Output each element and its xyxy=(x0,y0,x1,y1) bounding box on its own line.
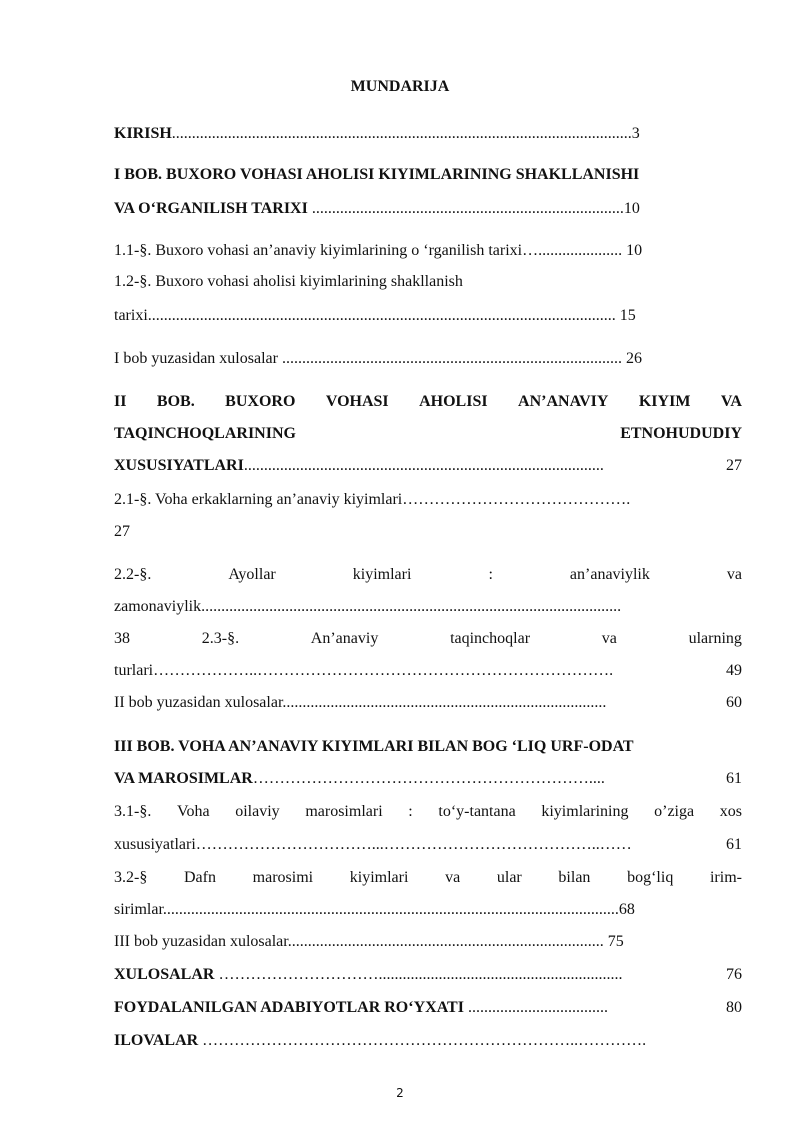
toc-entry-text: xususiyatlari……………………………...…………………………………..…… xyxy=(114,836,632,853)
toc-word: An’anaviy xyxy=(310,630,379,647)
toc-entry-kirish[interactable] xyxy=(114,124,742,144)
toc-entry-chapter-1-cont[interactable] xyxy=(114,199,640,219)
toc-entry-text: II bob yuzasidan xulosalar................................................................................. xyxy=(114,694,607,711)
toc-leader-dots: ……………………………………………………………..…………. xyxy=(198,1032,647,1049)
toc-page-number: 80 xyxy=(726,999,742,1016)
toc-entry-2-3-cont[interactable] xyxy=(114,661,742,681)
toc-word: 3.1-§. xyxy=(114,803,152,820)
toc-word: o’ziga xyxy=(654,803,695,820)
toc-word: va xyxy=(445,869,461,886)
toc-entry-1-2-cont[interactable]: tarixi..................................................................................................................... 15 xyxy=(114,307,636,324)
toc-entry-heading: VA O‘RGANILISH TARIXI xyxy=(114,200,308,217)
toc-entry-chapter-2-end[interactable] xyxy=(114,456,742,476)
toc-entry-chapter-1[interactable]: I BOB. BUXORO VOHASI AHOLISI KIYIMLARINING SHAKLLANISHI xyxy=(114,166,640,183)
toc-entry-2-1[interactable]: 2.1-§. Voha erkaklarning an’anaviy kiyimlari……………………………………. xyxy=(114,491,631,508)
toc-entry-3-1-cont[interactable] xyxy=(114,835,742,855)
toc-entry-chapter-2-conclusion[interactable] xyxy=(114,693,742,713)
toc-leader-dots: ................................... xyxy=(463,999,608,1016)
toc-entry-chapter-2[interactable] xyxy=(114,392,742,412)
toc-word: ETNOHUDUDIY xyxy=(620,425,742,442)
toc-leader-dots: ……………………………………………………….... xyxy=(252,770,605,787)
toc-word: AHOLISI xyxy=(419,393,488,410)
toc-word: bog‘liq xyxy=(627,869,674,886)
toc-entry-heading: VA MAROSIMLAR xyxy=(114,770,253,787)
toc-word: kiyimlarining xyxy=(541,803,629,820)
toc-word: taqinchoqlar xyxy=(450,630,531,647)
toc-entry-heading: FOYDALANILGAN ADABIYOTLAR RO‘YXATI xyxy=(114,999,464,1016)
toc-leader-dots: …………………………............................................................. xyxy=(214,966,623,983)
toc-word: 2.3-§. xyxy=(201,630,240,647)
toc-entry-heading: ILOVALAR xyxy=(114,1032,199,1049)
toc-word: an’anaviylik xyxy=(569,566,650,583)
toc-word: : xyxy=(408,803,413,820)
toc-word: II xyxy=(114,393,127,410)
toc-entry-appendices[interactable] xyxy=(114,1031,646,1051)
toc-page-number: 60 xyxy=(726,694,742,711)
toc-entry-heading: KIRISH xyxy=(114,125,172,142)
toc-entry-chapter-3-conclusion[interactable]: III bob yuzasidan xulosalar............................................................................... 75 xyxy=(114,933,624,950)
toc-word: marosimi xyxy=(252,869,314,886)
toc-word: kiyimlari xyxy=(349,869,409,886)
toc-word: va xyxy=(726,566,742,583)
toc-word: xos xyxy=(719,803,742,820)
toc-title: MUNDARIJA xyxy=(350,78,450,95)
toc-page-number: 76 xyxy=(726,966,742,983)
toc-word: VOHASI xyxy=(325,393,389,410)
toc-entry-3-2[interactable] xyxy=(114,868,742,888)
toc-entry-bibliography[interactable] xyxy=(114,998,742,1018)
toc-entry-chapter-2-cont[interactable] xyxy=(114,424,742,444)
toc-page-number: 61 xyxy=(726,770,742,787)
toc-word: Dafn xyxy=(184,869,216,886)
toc-page-number: 49 xyxy=(726,662,742,679)
toc-entry-3-1[interactable] xyxy=(114,802,742,822)
toc-entry-conclusions[interactable] xyxy=(114,965,742,985)
toc-entry-chapter-1-conclusion[interactable]: I bob yuzasidan xulosalar ..................................................................................... 26 xyxy=(114,350,642,367)
toc-leader-dots: .......................................................................................... xyxy=(243,457,604,474)
toc-entry-2-2-cont[interactable]: zamonaviylik......................................................................................................... xyxy=(114,598,622,615)
toc-word: 38 xyxy=(114,630,130,647)
toc-entry-heading: XUSUSIYATLARI xyxy=(114,457,244,474)
toc-entry-text: turlari………………..…………………………………………………………. xyxy=(114,662,614,679)
toc-word: KIYIM xyxy=(638,393,691,410)
toc-word: VA xyxy=(720,393,742,410)
toc-entry-chapter-3-cont[interactable] xyxy=(114,769,742,789)
toc-word: BUXORO xyxy=(225,393,296,410)
toc-word: : xyxy=(488,566,493,583)
toc-word: oilaviy xyxy=(235,803,280,820)
toc-word: marosimlari xyxy=(305,803,383,820)
toc-entry-3-2-cont[interactable]: sirimlar..................................................................................................................68 xyxy=(114,901,635,918)
toc-word: to‘y-tantana xyxy=(438,803,516,820)
toc-word: BOB. xyxy=(156,393,195,410)
toc-entry-heading: XULOSALAR xyxy=(114,966,215,983)
toc-leader-dots: ..............................................................................10 xyxy=(307,200,640,217)
toc-leader-dots: ...................................................................................................................3 xyxy=(171,125,640,142)
toc-word: ular xyxy=(496,869,522,886)
toc-entry-chapter-3[interactable]: III BOB. VOHA AN’ANAVIY KIYIMLARI BILAN BOG ‘LIQ URF-ODAT xyxy=(114,738,634,755)
toc-word: ularning xyxy=(688,630,742,647)
toc-word: TAQINCHOQLARINING xyxy=(114,425,296,442)
toc-page-number: 61 xyxy=(726,836,742,853)
toc-page-number: 27 xyxy=(726,457,742,474)
toc-entry-2-2[interactable] xyxy=(114,565,742,585)
toc-word: 3.2-§ xyxy=(114,869,148,886)
toc-word: 2.2-§. xyxy=(114,566,152,583)
toc-entry-2-1-page[interactable]: 27 xyxy=(114,523,130,540)
toc-entry-1-1[interactable]: 1.1-§. Buxoro vohasi an’anaviy kiyimlarining o ‘rganilish tarixi…..................... 10 xyxy=(114,242,643,259)
toc-word: irim- xyxy=(709,869,742,886)
toc-word: Voha xyxy=(176,803,210,820)
page-number: 2 xyxy=(396,1086,404,1100)
toc-word: va xyxy=(601,630,617,647)
toc-word: bilan xyxy=(558,869,591,886)
toc-entry-1-2[interactable]: 1.2-§. Buxoro vohasi aholisi kiyimlarining shakllanish xyxy=(114,273,463,290)
toc-entry-2-3[interactable] xyxy=(114,629,742,649)
toc-word: AN’ANAVIY xyxy=(518,393,609,410)
toc-word: Ayollar xyxy=(228,566,276,583)
toc-word: kiyimlari xyxy=(352,566,412,583)
